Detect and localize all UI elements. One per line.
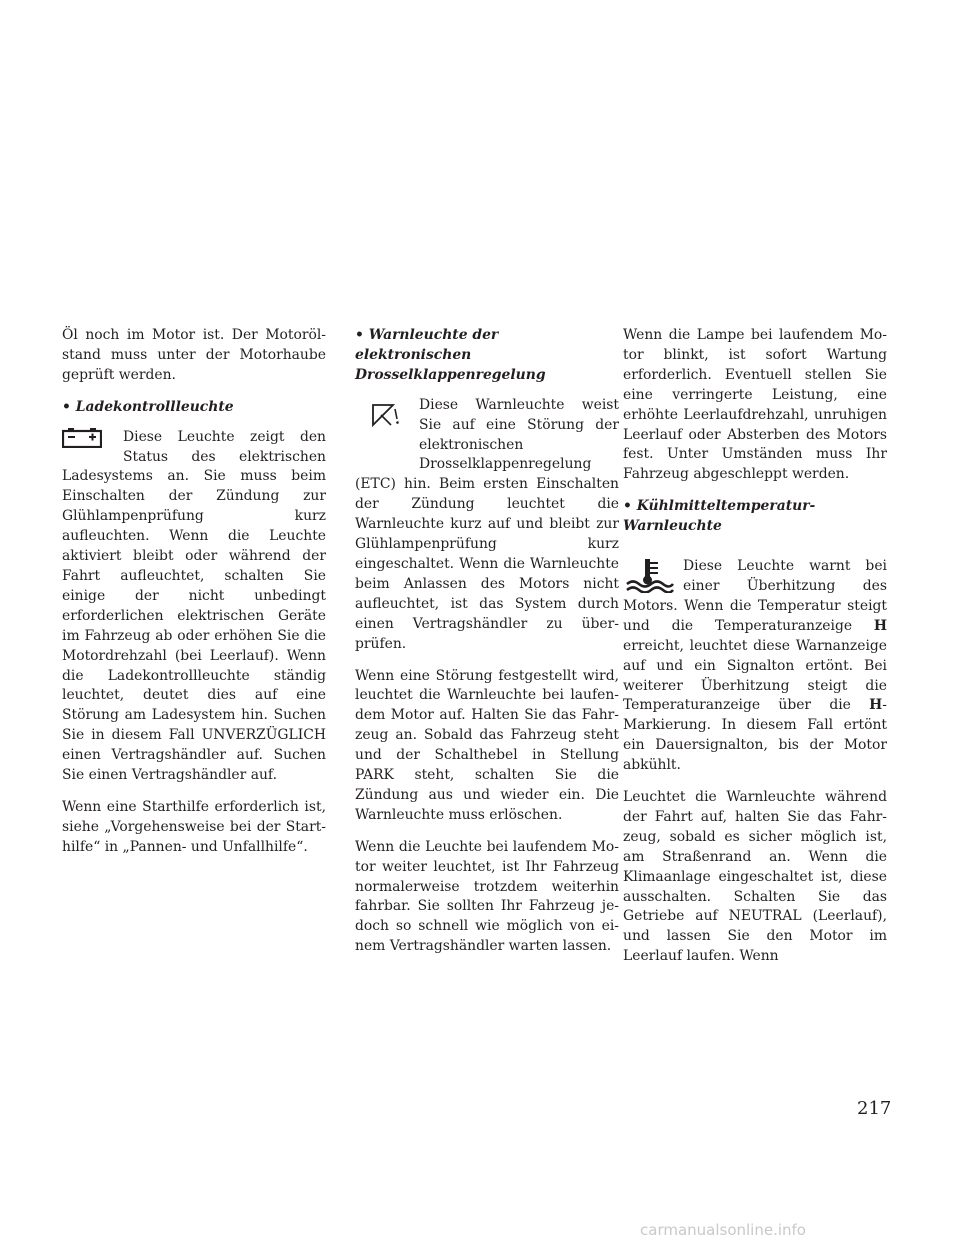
column-right (623, 326, 887, 979)
section-heading: • Kühlmitteltemperatur-Warnleuchte (623, 498, 816, 535)
paragraph (62, 428, 326, 786)
paragraph-text: Diese Leuchte warnt bei einer Überhitzung des Motors. Wenn die Temperatur steigt und die Temperaturanzeige (623, 558, 887, 634)
page-number: 217 (857, 1098, 892, 1119)
paragraph (623, 557, 887, 776)
paragraph-text: Diese Leuchte zeigt den Status des elektrischen Ladesystems an. Sie muss beim Einschalten der Zündung zur Glühlampenprüfung kurz aufleuchten. Wenn die Leuchte aktiviert bleibt oder während der Fahrt aufleuchtet, schalten Sie einige der nicht unbedingt erforderlichen elektrischen Geräte im Fahrzeug ab oder erhöhen Sie die Motordrehzahl (bei Leerlauf). Wenn die Ladekontrollleuchte ständig leuchtet, deutet dies auf eine Störung am Ladesystem hin. Suchen Sie in diesem Fall UNVERZÜGLICH einen Vertragshändler auf. Suchen Sie einen Vertragshändler auf. (62, 428, 326, 784)
battery-icon (62, 428, 111, 454)
paragraph: Wenn die Lampe bei laufendem Motor blinkt, ist sofort Wartung erforderlich. Eventuell stellen Sie eine verringerte Leistung, eine erhöhte Leerlaufdrehzahl, unruhigen Leerlauf oder Absterben des Motors fest. Unter Umständen muss Ihr Fahrzeug abgeschleppt werden. (623, 327, 887, 483)
paragraph: Wenn die Leuchte bei laufendem Motor weiter leuchtet, ist Ihr Fahrzeug normalerweise trotzdem weiterhin fahrbar. Sie sollten Ihr Fahrzeug jedoch so schnell wie möglich von einem Vertragshändler warten lassen. (355, 838, 619, 955)
throttle-warning-icon (355, 396, 419, 474)
column-left (62, 326, 326, 870)
section-heading: • Warnleuchte der elektronischen Drosselklappenregelung (355, 327, 546, 383)
section-heading: • Ladekontrollleuchte (62, 398, 234, 415)
paragraph: Öl noch im Motor ist. Der Motorölstand muss unter der Motorhaube geprüft werden. (62, 327, 326, 383)
paragraph: Leuchtet die Warnleuchte während der Fahrt auf, halten Sie das Fahrzeug, sobald es sicher möglich ist, am Straßenrand an. Wenn die Klimaanlage eingeschaltet ist, diese ausschalten. Schalten Sie das Getriebe auf NEUTRAL (Leerlauf), und lassen Sie den Motor im Leerlauf laufen. Wenn (623, 789, 887, 965)
paragraph: Wenn eine Störung festgestellt wird, leuchtet die Warnleuchte bei laufendem Motor auf. Halten Sie das Fahrzeug an. Sobald das Fahrzeug steht und der Schalthebel in Stellung PARK steht, schalten Sie die Zündung aus und wieder ein. Die Warnleuchte muss erlöschen. (355, 667, 619, 823)
paragraph-text: -Markierung. In diesem Fall ertönt ein Dauersignalton, bis der Motor abkühlt. (623, 697, 887, 774)
paragraph-text: erreicht, leuchtet diese Warnanzeige auf und ein Signalton ertönt. Bei weiterer Überhitzung steigt die Temperaturanzeige über die (623, 637, 887, 714)
paragraph: Wenn eine Starthilfe erforderlich ist, siehe „Vorgehensweise bei der Starthilfe“ in „Pannen- und Unfallhilfe“. (62, 798, 326, 855)
paragraph-text: Diese Warnleuchte weist Sie auf eine Störung der elektronischen Drosselklappenregelung (ETC) hin. Beim ersten Einschalten der Zündung leuchtet die Warnleuchte kurz auf und bleibt zur Glühlampenprüfung kurz eingeschaltet. Wenn die Warnleuchte beim Anlassen des Motors nicht aufleuchtet, ist das System durch einen Vertragshändler zu überprüfen. (355, 396, 619, 652)
h-marker: H (869, 697, 883, 714)
column-middle (355, 326, 619, 969)
watermark: carmanualsonline.info (640, 1221, 806, 1239)
coolant-temperature-icon (623, 557, 683, 595)
h-marker: H (873, 617, 887, 634)
paragraph (355, 396, 619, 655)
